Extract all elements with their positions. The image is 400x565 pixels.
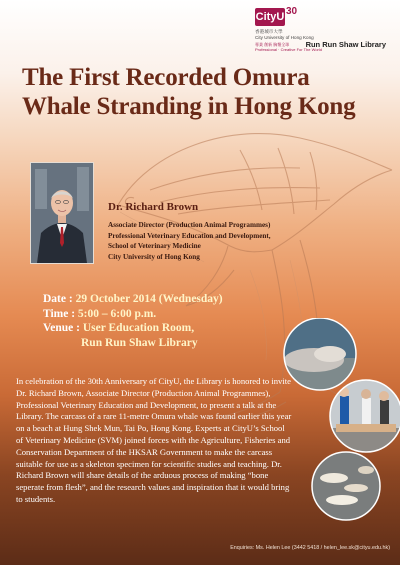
date-value: 29 October 2014 (Wednesday) xyxy=(75,293,223,305)
venue-label: Venue : xyxy=(43,322,80,334)
venue-value-line2: Run Run Shaw Library xyxy=(81,336,198,349)
time-value: 5:00 – 6:00 p.m. xyxy=(77,307,157,320)
anniversary-motto-english: Professional · Creative For The World xyxy=(255,47,322,52)
speaker-role-line: Associate Director (Production Animal Programmes) xyxy=(108,221,271,229)
speaker-name: Dr. Richard Brown xyxy=(108,201,199,213)
speaker-portrait-image xyxy=(31,163,93,263)
anniversary-motto-chinese: 專業 創新 胸懷全球 xyxy=(255,42,290,47)
anniversary-30-mark: 30 xyxy=(286,6,298,17)
cityu-logo-mark: CityU xyxy=(255,8,285,26)
cityu-logo xyxy=(255,6,322,58)
event-venue-row xyxy=(43,321,223,336)
speaker-roles xyxy=(108,220,271,262)
university-english-name: City University of Hong Kong xyxy=(255,35,314,40)
enquiries-contact: Enquiries: Ms. Helen Lee (3442 5418 / helen_lee.sk@cityu.edu.hk) xyxy=(230,545,390,551)
event-time-row xyxy=(43,307,223,322)
event-description: In celebration of the 30th Anniversary of CityU, the Library is honored to invite Dr. Richard Brown, Associate Director (Production Animal Programmes), Professional Veterinary Education and Development, to present a talk at the Library. The carcass of a rare 11-metre Omura whale was found earlier this year on a beach at Hung Shek Mun, Tai Po, Hong Kong. Experts at CityU’s School of Veterinary Medicine (SVM) joined forces with the Agriculture, Fisheries and Conservation Department of the HKSAR Government to make the carcass suitable for use as a skeleton specimen for scientific studies and teaching. Dr. Richard Brown will share details of the arduous process of making “bone seperate from flesh”, and the research values and inspiration that it would bring to students. xyxy=(16,376,292,504)
library-name: Run Run Shaw Library xyxy=(305,40,386,49)
research-team-photo xyxy=(326,378,400,458)
venue-value-line1: User Education Room, xyxy=(82,322,195,334)
speaker-role-line: School of Veterinary Medicine xyxy=(108,242,201,250)
speaker-role-line: Professional Veterinary Education and Development, xyxy=(108,231,271,240)
whale-bones-photo xyxy=(310,448,390,528)
event-date-row xyxy=(43,292,223,307)
speaker-role-line: City University of Hong Kong xyxy=(108,252,200,261)
event-details xyxy=(43,292,223,350)
date-label: Date : xyxy=(43,293,73,305)
time-label: Time : xyxy=(43,307,76,320)
university-chinese-name: 香港城市大學 xyxy=(255,29,283,34)
speaker-photo xyxy=(30,162,94,264)
poster-title: The First Recorded Omura Whale Stranding in Hong Kong xyxy=(22,64,356,120)
